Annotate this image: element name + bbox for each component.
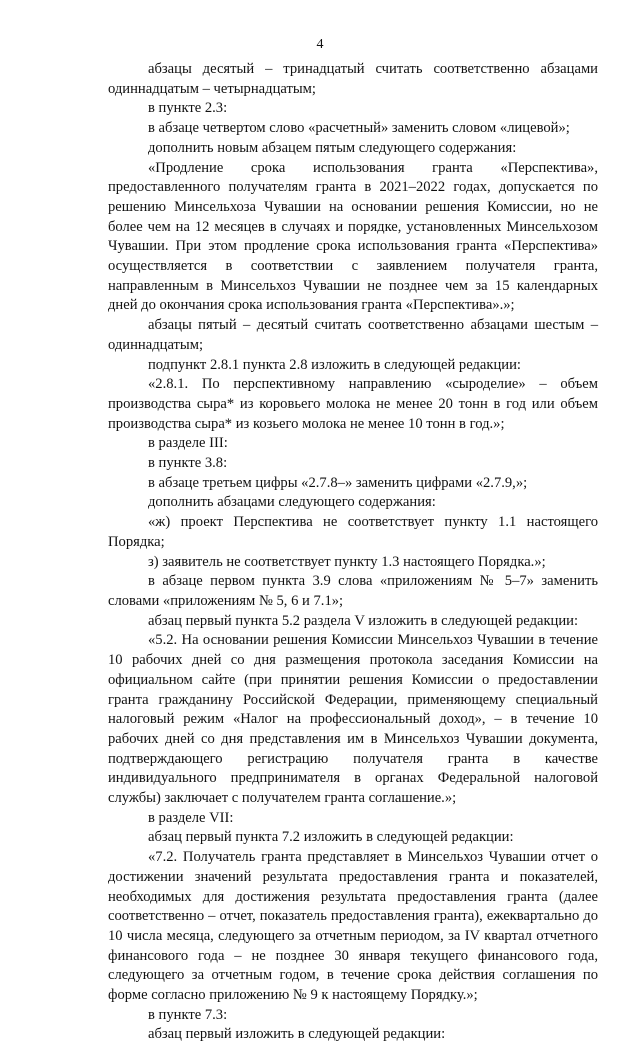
paragraph: дополнить абзацами следующего содержания: bbox=[148, 494, 436, 511]
paragraph: «Продление срока использования гранта «Перспектива», предоставленного получателям гранта в 2021–2022 годах, допускается по решению Минсельхоза Чувашии на основании решения Комиссии, но не более чем на 12 месяцев в случаях и порядке, установленных Минсельхозом Чувашии. При этом продление срока использования гранта «Перспектива» осуществляется в соответствии с заявлением получателя гранта, направленным в Минсельхоз Чувашии не позднее чем за 15 календарных дней до окончания срока использования гранта «Перспектива».»; bbox=[108, 159, 598, 314]
paragraph: в пункте 2.3: bbox=[148, 100, 228, 117]
paragraph: «7.2. Получатель гранта представляет в Минсельхоз Чувашии отчет о достижении значений результата предоставления гранта и показателей, необходимых для достижения результата предоставления гранта (далее соответственно – отчет, показатель предоставления гранта), ежеквартально до 10 числа месяца, следующего за отчетным периодом, за IV квартал отчетного финансового года – не позднее 30 января текущего финансового года, следующего за отчетным годом, в течение срока действия соглашения по форме согласно приложению № 9 к настоящему Порядку.»; bbox=[108, 849, 598, 1004]
paragraph: в разделе VII: bbox=[148, 809, 234, 826]
paragraph: в пункте 3.8: bbox=[148, 455, 228, 472]
paragraph: абзац первый пункта 7.2 изложить в следующей редакции: bbox=[148, 829, 514, 846]
paragraph: в абзаце третьем цифры «2.7.8–» заменить цифрами «2.7.9,»; bbox=[148, 474, 528, 491]
document-body bbox=[108, 60, 598, 1045]
paragraph: в абзаце четвертом слово «расчетный» заменить словом «лицевой»; bbox=[148, 120, 570, 137]
paragraph: «2.8.1. По перспективному направлению «сыроделие» – объем производства сыра* из коровьего молока не менее 20 тонн в год или объем производства сыра* из козьего молока не менее 10 тонн в год.»; bbox=[108, 376, 598, 432]
paragraph: в абзаце первом пункта 3.9 слова «приложениям № 5–7» заменить словами «приложениям № 5, 6 и 7.1»; bbox=[108, 573, 598, 609]
paragraph: абзац первый пункта 5.2 раздела V изложить в следующей редакции: bbox=[148, 612, 579, 629]
paragraph: подпункт 2.8.1 пункта 2.8 изложить в следующей редакции: bbox=[148, 356, 521, 373]
paragraph: «5.2. На основании решения Комиссии Минсельхоз Чувашии в течение 10 рабочих дней со дня размещения протокола заседания Комиссии на официальном сайте (при принятии решения Комиссии о предоставлении гранта гражданину Российской Федерации, применяющему специальный налоговый режим «Налог на профессиональный доход», – в течение 10 рабочих дней со дня представления им в Минсельхоз Чувашии документа, подтверждающего регистрацию получателя гранта в качестве индивидуального предпринимателя в органах Федеральной налоговой службы) заключает с получателем гранта соглашение.»; bbox=[108, 632, 598, 807]
paragraph: абзац первый изложить в следующей редакции: bbox=[148, 1026, 446, 1043]
paragraph: абзацы десятый – тринадцатый считать соответственно абзацами одиннадцатым – четырнадцатым; bbox=[108, 61, 598, 97]
paragraph: в пункте 7.3: bbox=[148, 1006, 228, 1023]
paragraph: дополнить новым абзацем пятым следующего содержания: bbox=[148, 139, 517, 156]
page-number: 4 bbox=[316, 37, 324, 52]
paragraph: абзацы пятый – десятый считать соответственно абзацами шестым – одиннадцатым; bbox=[108, 317, 598, 353]
paragraph: з) заявитель не соответствует пункту 1.3 настоящего Порядка.»; bbox=[148, 553, 546, 570]
paragraph: «ж) проект Перспектива не соответствует пункту 1.1 настоящего Порядка; bbox=[108, 514, 598, 550]
paragraph: в разделе III: bbox=[148, 435, 228, 452]
